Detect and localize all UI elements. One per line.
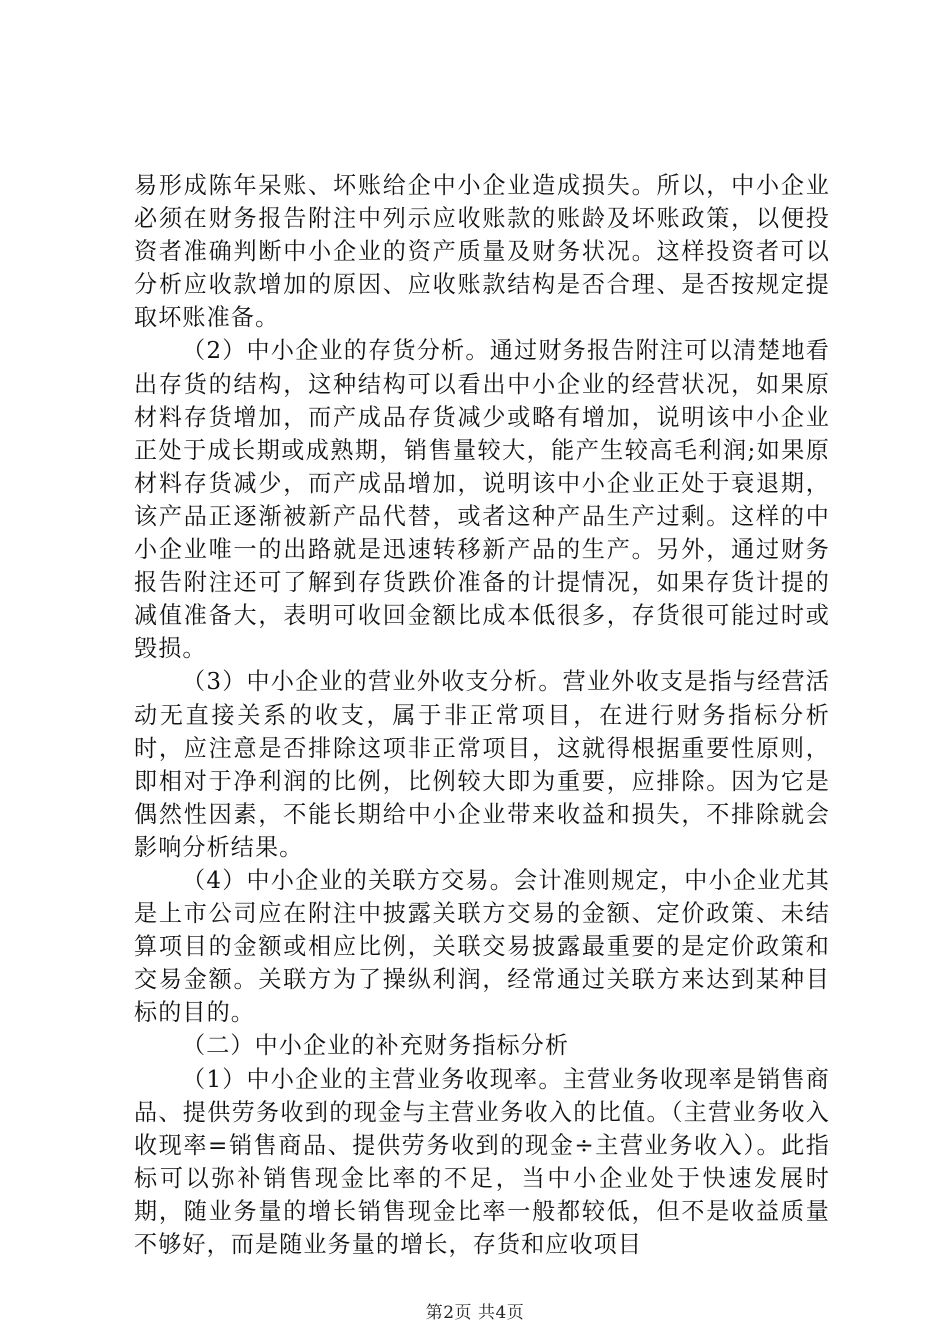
- section-heading-supplementary-indicators: （二）中小企业的补充财务指标分析: [182, 1033, 570, 1060]
- paragraph-receivables-continued: 易形成陈年呆账、坏账给企中小企业造成损失。所以，中小企业必须在财务报告附注中列示应收账款的账龄及坏账政策，以便投资者准确判断中小企业的资产质量及财务状况。这样投资者可以分析应收款增加的原因、应收账款结构是否合理、是否按规定提取坏账准备。: [134, 173, 830, 332]
- paragraph-cash-collection-rate: （1）中小企业的主营业务收现率。主营业务收现率是销售商品、提供劳务收到的现金与主营业务收入的比值。（主营业务收入收现率=销售商品、提供劳务收到的现金÷主营业务收入）。此指标可以弥补销售现金比率的不足，当中小企业处于快速发展时期，随业务量的增长销售现金比率一般都较低，但不是收益质量不够好，而是随业务量的增长，存货和应收项目: [134, 1066, 830, 1258]
- page-number-footer: 第2页 共4页: [425, 1303, 525, 1323]
- paragraph-related-party: （4）中小企业的关联方交易。会计准则规定，中小企业尤其是上市公司应在附注中披露关联方交易的金额、定价政策、未结算项目的金额或相应比例，关联交易披露最重要的是定价政策和交易金额。关联方为了操纵利润，经常通过关联方来达到某种目标的目的。: [134, 867, 830, 1027]
- body-text: [134, 170, 830, 1262]
- paragraph-non-operating-analysis: （3）中小企业的营业外收支分析。营业外收支是指与经营活动无直接关系的收支，属于非正常项目，在进行财务指标分析时，应注意是否排除这项非正常项目，这就得根据重要性原则，即相对于净利润的比例，比例较大即为重要，应排除。因为它是偶然性因素，不能长期给中小企业带来收益和损失，不排除就会影响分析结果。: [134, 669, 830, 861]
- paragraph-inventory-analysis: （2）中小企业的存货分析。通过财务报告附注可以清楚地看出存货的结构，这种结构可以看出中小企业的经营状况，如果原材料存货增加，而产成品存货减少或略有增加，说明该中小企业正处于成长期或成熟期，销售量较大，能产生较高毛利润;如果原材料存货减少，而产成品增加，说明该中小企业正处于衰退期，该产品正逐渐被新产品代替，或者这种产品生产过剩。这样的中小企业唯一的出路就是迅速转移新产品的生产。另外，通过财务报告附注还可了解到存货跌价准备的计提情况，如果存货计提的减值准备大，表明可收回金额比成本低很多，存货很可能过时或毁损。: [134, 338, 830, 663]
